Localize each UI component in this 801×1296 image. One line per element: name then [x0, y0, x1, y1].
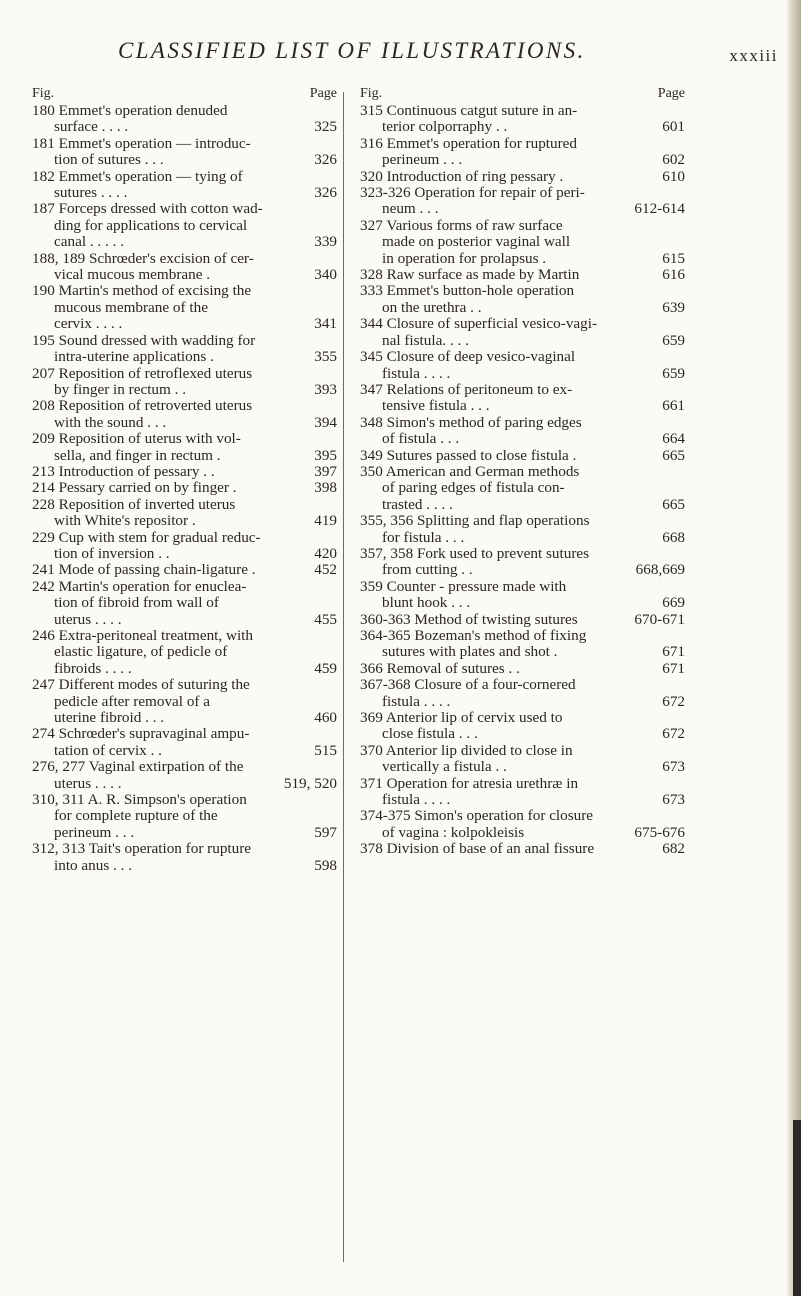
figure-number: 355, 356 [360, 512, 414, 530]
figure-number: 209 [32, 430, 55, 448]
entry-text: Closure of superficial vesico-vagi- [386, 315, 598, 333]
page-number: 393 [314, 380, 337, 398]
figure-number: 207 [32, 364, 55, 382]
page-number: 673 [662, 758, 685, 776]
index-entry [32, 579, 337, 628]
entry-text: Tait's operation for rupture [88, 840, 252, 858]
index-entry [360, 628, 685, 661]
page-number: 659 [662, 364, 685, 382]
entry-text: surface . . . . [54, 118, 129, 136]
index-entry [360, 808, 685, 841]
entry-text: Emmet's operation — tying of [58, 167, 243, 185]
page-number: 671 [662, 659, 685, 677]
figure-number: 378 [360, 840, 383, 858]
entry-text: vical mucous membrane . [54, 266, 211, 284]
index-entry [360, 841, 685, 857]
entry-text: Simon's method of paring edges [386, 413, 582, 431]
index-entry [360, 283, 685, 316]
entry-text: Counter - pressure made with [386, 577, 567, 595]
entry-text: A. R. Simpson's operation [87, 791, 247, 809]
index-entry [360, 612, 685, 628]
entry-text: of paring edges of fistula con- [382, 479, 565, 497]
entry-text: uterus . . . . [54, 610, 122, 628]
entry-text: Emmet's operation for ruptured [386, 134, 577, 152]
entry-text: canal . . . . . [54, 233, 125, 251]
page-number: 602 [662, 151, 685, 169]
page-number: 326 [314, 184, 337, 202]
entry-text: close fistula . . . [382, 725, 478, 743]
figure-number: 349 [360, 446, 383, 464]
page-number: 668 [662, 528, 685, 546]
entry-text: fistula . . . . [382, 791, 451, 809]
entry-text: Emmet's operation — introduc- [58, 134, 251, 152]
page-edge-dark [793, 1120, 801, 1296]
page-column-label: Page [309, 86, 337, 101]
entry-text: Sutures passed to close fistula . [386, 446, 577, 464]
entry-text: Reposition of retroverted uterus [58, 397, 253, 415]
entry-text: with White's repositor . [54, 512, 196, 530]
entry-text: Forceps dressed with cotton wad- [58, 200, 263, 218]
left-column [32, 86, 337, 874]
page-number: 675-676 [634, 823, 685, 841]
entry-text: Closure of a four-cornered [414, 676, 576, 694]
index-entry [32, 497, 337, 530]
index-entry [360, 710, 685, 743]
entry-text: tion of sutures . . . [54, 151, 164, 169]
entry-text: Reposition of retroflexed uterus [58, 364, 253, 382]
index-entry [32, 333, 337, 366]
figure-number: 180 [32, 102, 55, 119]
page-number: 395 [314, 446, 337, 464]
index-entry [360, 513, 685, 546]
index-entry [32, 464, 337, 480]
entry-text: ding for applications to cervical [54, 216, 248, 234]
entry-text: Bozeman's method of fixing [414, 627, 587, 644]
index-entry [32, 792, 337, 841]
entry-text: uterus . . . . [54, 774, 122, 792]
figure-number: 228 [32, 495, 55, 513]
entry-text: Schrœder's supravaginal ampu- [58, 725, 250, 743]
index-entry [32, 841, 337, 874]
entry-text: Martin's method of excising the [58, 282, 252, 300]
figure-number: 213 [32, 462, 55, 480]
index-entry [360, 743, 685, 776]
index-entry [32, 283, 337, 332]
entry-text: trasted . . . . [382, 495, 453, 513]
entry-text: neum . . . [382, 200, 439, 218]
entry-text: intra-uterine applications . [54, 348, 214, 366]
entry-text: Division of base of an anal fissure [386, 840, 595, 858]
entry-text: Fork used to prevent sutures [416, 544, 590, 562]
figure-number: 350 [360, 462, 383, 480]
entry-text: Anterior lip divided to close in [385, 741, 573, 759]
entry-text: vertically a fistula . . [382, 758, 507, 776]
figure-number: 344 [360, 315, 383, 333]
entry-text: Splitting and flap operations [416, 512, 590, 530]
figure-number: 187 [32, 200, 55, 218]
figure-number: 274 [32, 725, 55, 743]
index-entry [32, 366, 337, 399]
figure-number: 190 [32, 282, 55, 300]
entry-text: Introduction of ring pessary . [386, 167, 564, 185]
figure-number: 188, 189 [32, 249, 86, 267]
entry-text: Mode of passing chain-ligature . [58, 561, 256, 579]
index-entry [32, 169, 337, 202]
page-number: 615 [662, 249, 685, 267]
page-number: 452 [314, 561, 337, 579]
entry-text: in operation for prolapsus . [382, 249, 547, 267]
page-number: 616 [662, 266, 685, 284]
page-number: 601 [662, 118, 685, 136]
figure-number: 357, 358 [360, 544, 414, 562]
entry-text: Pessary carried on by finger . [58, 479, 237, 497]
entry-text: with the sound . . . [54, 413, 167, 431]
entry-text: tensive fistula . . . [382, 397, 490, 415]
entry-text: made on posterior vaginal wall [382, 233, 571, 251]
entry-text: Simon's operation for closure [414, 807, 594, 825]
page-number: 339 [314, 233, 337, 251]
entry-text: by finger in rectum . . [54, 380, 187, 398]
entry-text: perineum . . . [54, 823, 135, 841]
figure-number: 312, 313 [32, 840, 86, 858]
index-entry [32, 480, 337, 496]
index-entry [360, 661, 685, 677]
page-number: 682 [662, 840, 685, 858]
figure-number: 208 [32, 397, 55, 415]
entry-text: Various forms of raw surface [386, 216, 563, 234]
index-entry [360, 267, 685, 283]
page-number: 668,669 [635, 561, 685, 579]
figure-number: 320 [360, 167, 383, 185]
index-entry [360, 316, 685, 349]
page-number: 519, 520 [283, 774, 337, 792]
entry-text: Operation for repair of peri- [414, 184, 585, 202]
figure-number: 242 [32, 577, 55, 595]
figure-number: 241 [32, 561, 55, 579]
entry-text: blunt hook . . . [382, 594, 471, 612]
page-number: 419 [314, 512, 337, 530]
entry-text: tion of inversion . . [54, 544, 170, 562]
entry-text: cervix . . . . [54, 315, 123, 333]
figure-number: 276, 277 [32, 758, 86, 776]
entry-text: Method of twisting sutures [414, 610, 578, 628]
entry-text: mucous membrane of the [54, 298, 208, 316]
page-number: 664 [662, 430, 685, 448]
entry-text: American and German methods [385, 462, 580, 480]
entry-text: of fistula . . . [382, 430, 460, 448]
entry-text: Different modes of suturing the [58, 676, 250, 694]
entry-text: Operation for atresia urethræ in [386, 774, 579, 792]
page-folio: xxxiii [729, 46, 778, 65]
page-number: 639 [662, 298, 685, 316]
figure-number: 246 [32, 627, 55, 644]
entry-text: on the urethra . . [382, 298, 482, 316]
entry-text: into anus . . . [54, 856, 133, 874]
fig-column-label: Fig. [32, 86, 55, 101]
entry-text: Relations of peritoneum to ex- [386, 380, 573, 398]
page-number: 598 [314, 856, 337, 874]
page-number: 665 [662, 495, 685, 513]
figure-number: 374-375 [360, 807, 411, 825]
index-entry [360, 546, 685, 579]
page-number: 672 [662, 692, 685, 710]
figure-number: 345 [360, 348, 383, 366]
page-number: 597 [314, 823, 337, 841]
entry-text: Raw surface as made by Martin [386, 266, 580, 284]
figure-number: 229 [32, 528, 55, 546]
left-column-header [32, 86, 337, 103]
entry-text: fistula . . . . [382, 692, 451, 710]
index-entry [32, 398, 337, 431]
figure-number: 347 [360, 380, 383, 398]
figure-number: 366 [360, 659, 383, 677]
entry-text: fistula . . . . [382, 364, 451, 382]
index-entry [32, 251, 337, 284]
entry-text: Continuous catgut suture in an- [386, 102, 578, 119]
right-column-header [360, 86, 685, 103]
entry-text: of vagina : kolpokleisis [382, 823, 525, 841]
figure-number: 181 [32, 134, 55, 152]
entry-text: uterine fibroid . . . [54, 709, 165, 727]
entry-text: from cutting . . [382, 561, 473, 579]
page-number: 673 [662, 791, 685, 809]
index-entry [32, 201, 337, 250]
entry-text: Closure of deep vesico-vaginal [386, 348, 576, 366]
index-entry [32, 628, 337, 677]
figure-number: 316 [360, 134, 383, 152]
page-number: 612-614 [634, 200, 685, 218]
page-number: 670-671 [634, 610, 685, 628]
entry-text: Sound dressed with wadding for [58, 331, 256, 349]
entry-text: terior colporraphy . . [382, 118, 508, 136]
index-entry [360, 677, 685, 710]
entry-text: Emmet's operation denuded [58, 102, 228, 119]
figure-number: 370 [360, 741, 383, 759]
figure-number: 328 [360, 266, 383, 284]
figure-number: 360-363 [360, 610, 411, 628]
figure-number: 359 [360, 577, 383, 595]
index-entry [360, 464, 685, 513]
running-title: CLASSIFIED LIST OF ILLUSTRATIONS. [118, 38, 586, 63]
page-number: 325 [314, 118, 337, 136]
index-entry [32, 136, 337, 169]
figure-number: 315 [360, 102, 383, 119]
page-number: 420 [314, 544, 337, 562]
index-entry [360, 415, 685, 448]
entry-text: elastic ligature, of pedicle of [54, 643, 228, 661]
page-number: 671 [662, 643, 685, 661]
page-number: 455 [314, 610, 337, 628]
figure-number: 182 [32, 167, 55, 185]
entry-text: Martin's operation for enuclea- [58, 577, 247, 595]
page-number: 672 [662, 725, 685, 743]
index-entry [32, 759, 337, 792]
figure-number: 214 [32, 479, 55, 497]
page-header [118, 38, 778, 68]
figure-number: 367-368 [360, 676, 411, 694]
page-column-label: Page [657, 86, 685, 101]
figure-number: 333 [360, 282, 383, 300]
index-entry [360, 382, 685, 415]
index-entry [360, 103, 685, 136]
figure-number: 371 [360, 774, 383, 792]
page-number: 610 [662, 167, 685, 185]
page-number: 459 [314, 659, 337, 677]
index-entry [32, 562, 337, 578]
entry-text: Emmet's button-hole operation [386, 282, 575, 300]
page-number: 355 [314, 348, 337, 366]
index-entry [360, 218, 685, 267]
figure-number: 364-365 [360, 627, 411, 644]
index-entry [32, 726, 337, 759]
entry-text: Anterior lip of cervix used to [385, 709, 563, 727]
entry-text: tion of fibroid from wall of [54, 594, 219, 612]
entry-text: Cup with stem for gradual reduc- [58, 528, 261, 546]
page-number: 341 [314, 315, 337, 333]
entry-text: fibroids . . . . [54, 659, 132, 677]
index-entry [32, 677, 337, 726]
entry-text: sutures . . . . [54, 184, 128, 202]
index-entry [360, 169, 685, 185]
page-number: 340 [314, 266, 337, 284]
index-entry [32, 530, 337, 563]
entry-text: Reposition of inverted uterus [58, 495, 236, 513]
figure-number: 195 [32, 331, 55, 349]
page-number: 397 [314, 462, 337, 480]
index-entry [360, 136, 685, 169]
entry-text: Extra-peritoneal treatment, with [58, 627, 253, 644]
entry-text: sutures with plates and shot . [382, 643, 558, 661]
index-entry [32, 431, 337, 464]
entry-text: Introduction of pessary . . [58, 462, 215, 480]
page-number: 398 [314, 479, 337, 497]
entry-text: pedicle after removal of a [54, 692, 211, 710]
page-number: 515 [314, 741, 337, 759]
entry-text: Vaginal extirpation of the [88, 758, 244, 776]
entry-text: for complete rupture of the [54, 807, 218, 825]
column-divider [343, 92, 344, 1262]
page-number: 394 [314, 413, 337, 431]
fig-column-label: Fig. [360, 86, 383, 101]
entry-text: for fistula . . . [382, 528, 465, 546]
entry-text: Removal of sutures . . [386, 659, 520, 677]
page-number: 661 [662, 397, 685, 415]
entry-text: sella, and finger in rectum . [54, 446, 221, 464]
figure-number: 348 [360, 413, 383, 431]
page-number: 326 [314, 151, 337, 169]
index-entry [360, 448, 685, 464]
page-number: 659 [662, 331, 685, 349]
index-entry [360, 185, 685, 218]
page-edge-shadow [787, 0, 801, 1296]
right-column [360, 86, 685, 858]
entry-text: Reposition of uterus with vol- [58, 430, 241, 448]
entry-text: tation of cervix . . [54, 741, 162, 759]
entry-text: perineum . . . [382, 151, 463, 169]
figure-number: 247 [32, 676, 55, 694]
index-entry [360, 349, 685, 382]
page-number: 669 [662, 594, 685, 612]
figure-number: 369 [360, 709, 383, 727]
figure-number: 327 [360, 216, 383, 234]
page-number: 665 [662, 446, 685, 464]
index-entry [32, 103, 337, 136]
figure-number: 323-326 [360, 184, 411, 202]
figure-number: 310, 311 [32, 791, 85, 809]
entry-text: Schrœder's excision of cer- [88, 249, 254, 267]
page-number: 460 [314, 709, 337, 727]
index-entry [360, 776, 685, 809]
entry-text: nal fistula. . . . [382, 331, 469, 349]
index-entry [360, 579, 685, 612]
